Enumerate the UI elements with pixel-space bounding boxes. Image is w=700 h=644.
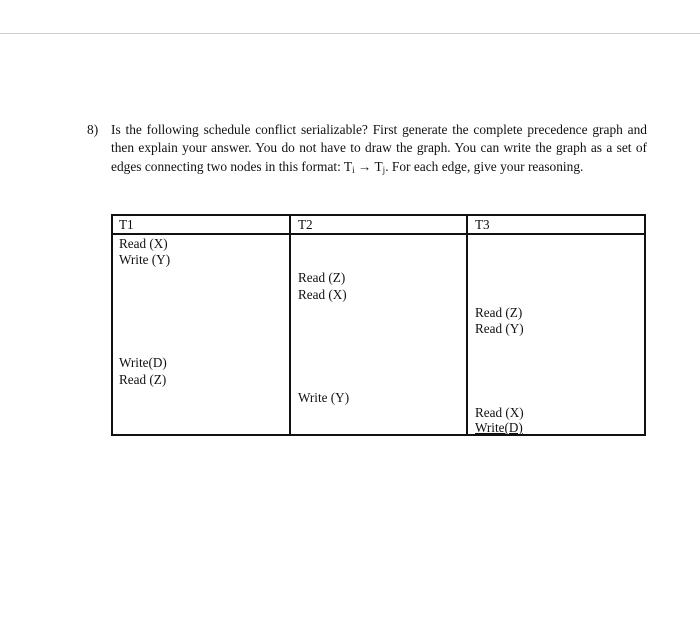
header-divider: [113, 233, 644, 235]
edge-arrow: → T: [354, 158, 383, 174]
subscript-i: i: [352, 164, 355, 175]
header-t3: T3: [475, 217, 490, 232]
column-divider-1: [289, 216, 291, 434]
subscript-j: j: [382, 164, 386, 175]
t3-op-read-y: Read (Y): [475, 321, 524, 336]
schedule-table: [111, 214, 646, 436]
top-divider: [0, 33, 700, 34]
t3-op-write-d: Write(D): [475, 420, 523, 435]
t2-op-read-x: Read (X): [298, 287, 347, 302]
t3-op-read-x: Read (X): [475, 405, 524, 420]
header-t1: T1: [119, 217, 134, 232]
t2-op-read-z: Read (Z): [298, 270, 346, 285]
t3-op-read-z: Read (Z): [475, 305, 523, 320]
t1-op-write-y: Write (Y): [119, 252, 171, 267]
question-text-part2: . For each edge, give your reasoning.: [385, 158, 584, 174]
column-divider-2: [466, 216, 468, 434]
t1-op-read-x: Read (X): [119, 236, 168, 251]
question-text: [111, 121, 647, 179]
question-number: 8): [87, 122, 99, 137]
question-block: [87, 121, 647, 179]
t1-op-write-d: Write(D): [119, 355, 167, 370]
t1-op-read-z: Read (Z): [119, 372, 167, 387]
question-text-part1: Is the following schedule conflict serializable? First generate the complete precedence graph and then explain your answer. You do not have to draw the graph. You can write the graph as a set of edges connecting two nodes in this format: T: [111, 122, 647, 174]
header-t2: T2: [298, 217, 313, 232]
t2-op-write-y: Write (Y): [298, 390, 350, 405]
